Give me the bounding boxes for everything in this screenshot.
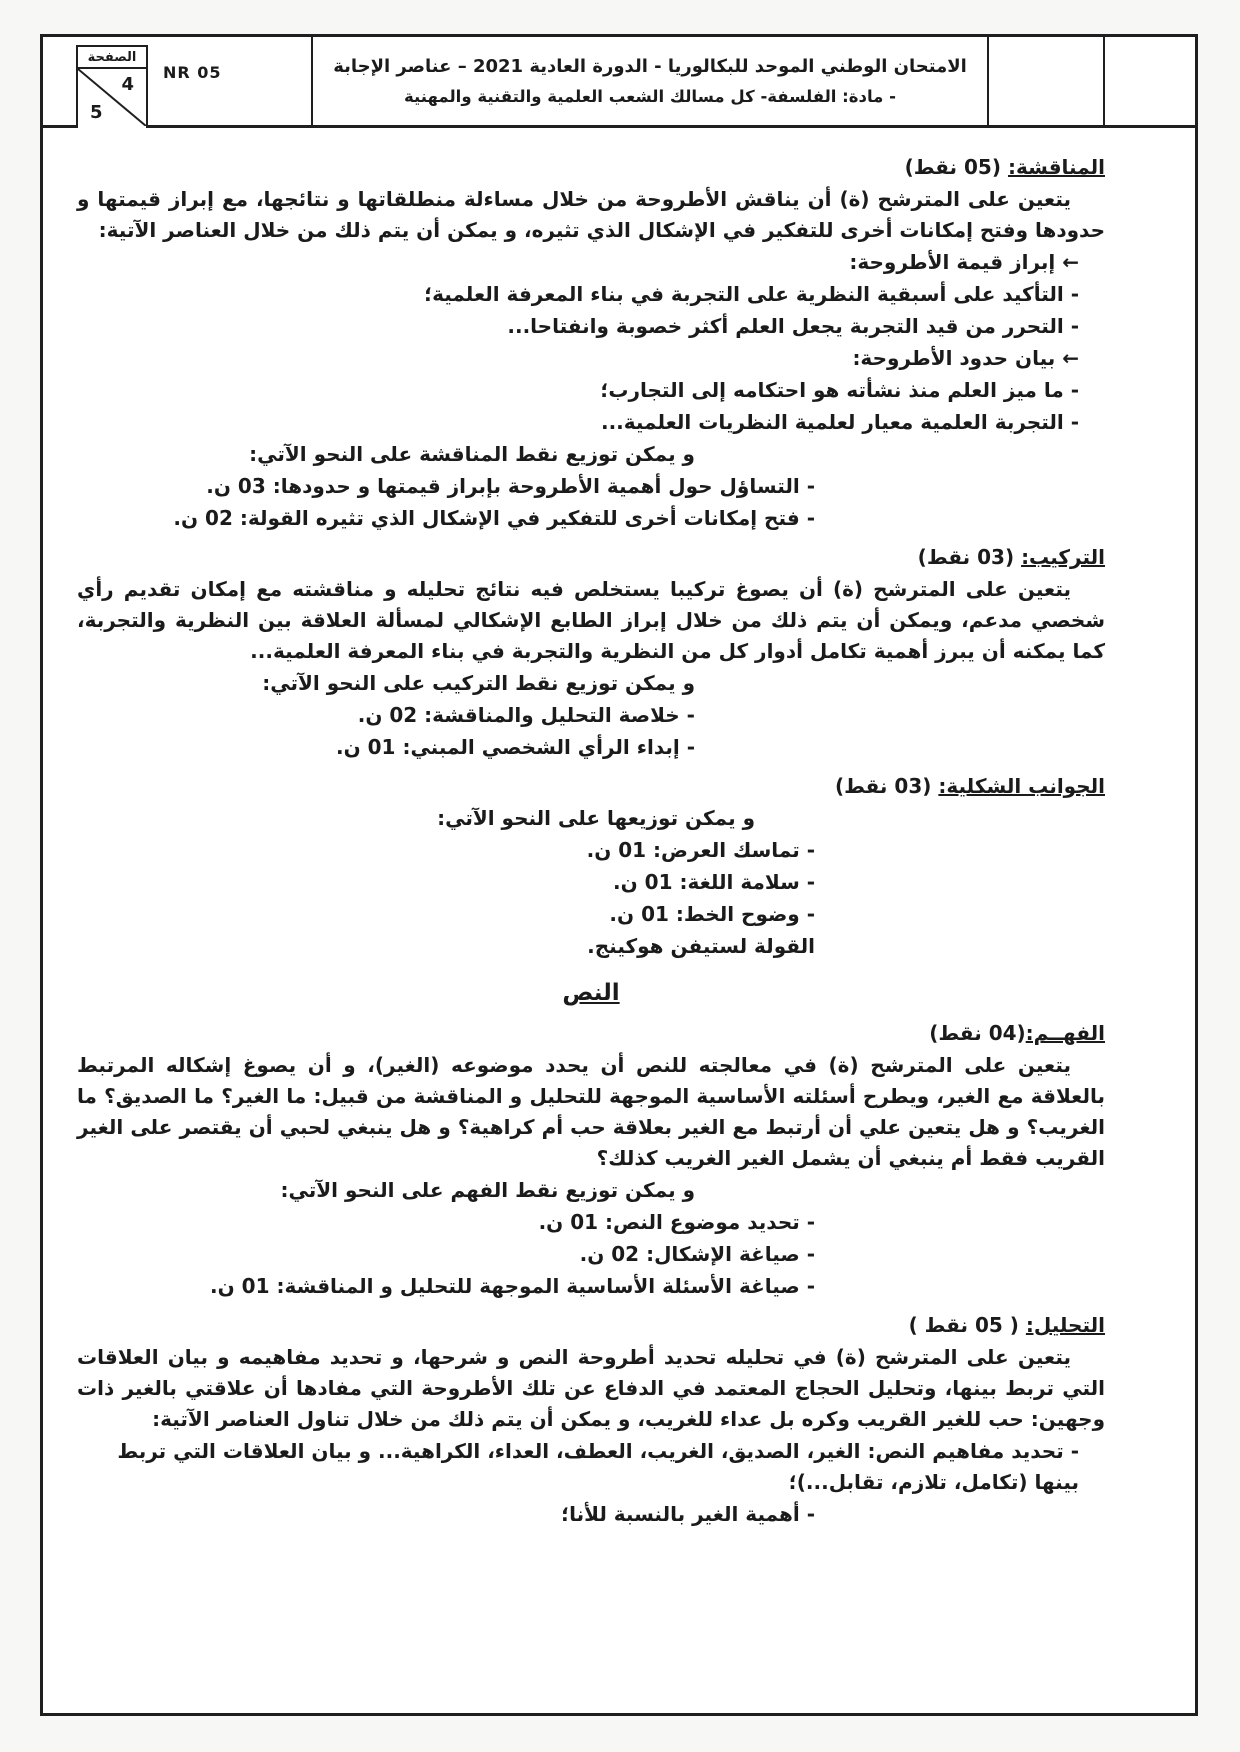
dash-bullet: - سلامة اللغة: 01 ن. xyxy=(613,870,815,894)
arrow-bullet: ← إبراز قيمة الأطروحة: xyxy=(849,250,1079,274)
dash-bullet: - إبداء الرأي الشخصي المبني: 01 ن. xyxy=(336,735,695,759)
points-distribution-intro: و يمكن توزيع نقط المناقشة على النحو الآتي: xyxy=(249,442,695,466)
dash-bullet: - تماسك العرض: 01 ن. xyxy=(586,838,815,862)
paragraph: يتعين على المترشح (ة) أن يصوغ تركيبا يستخلص فيه نتائج تحليله و مناقشته مع إمكان تقديم رأي شخصي مدعم، ويمكن أن يتم ذلك من خلال إبراز الطابع الإشكالي لمسألة العلاقة بين النظرية والتجربة، كما يمكنه أن يبرز أهمية تكامل أدوار كل من النظرية والتجربة في بناء المعرفة العلمية... xyxy=(77,577,1105,663)
dash-bullet: - صياغة الأسئلة الأساسية الموجهة للتحليل و المناقشة: 01 ن. xyxy=(210,1274,815,1298)
section-heading-discussion: المناقشة: (05 نقط) xyxy=(904,155,1105,179)
section-heading-comprehension: الفهــم:(04 نقط) xyxy=(929,1021,1105,1045)
paragraph: يتعين على المترشح (ة) في معالجته للنص أن يحدد موضوعه (الغير)، و أن يصوغ إشكاله المرتبط بالعلاقة مع الغير، ويطرح أسئلته الأساسية الموجهة للتحليل و المناقشة من قبيل: ما الغير؟ ما الصديق؟ ما الغريب؟ و هل يتعين علي أن أرتبط مع الغير بعلاقة حب أم كراهية؟ و هل ينبغي لحبي أن يقتصر على الغير القريب فقط أم ينبغي أن يشمل الغير الغريب كذلك؟ xyxy=(77,1053,1105,1170)
dash-bullet: - فتح إمكانات أخرى للتفكير في الإشكال الذي تثيره القولة: 02 ن. xyxy=(173,506,815,530)
page-number-current: 4 xyxy=(121,74,134,95)
dash-bullet: - التجربة العلمية معيار لعلمية النظريات العلمية... xyxy=(600,410,1079,434)
dash-bullet: - خلاصة التحليل والمناقشة: 02 ن. xyxy=(357,703,695,727)
page-number-diagonal xyxy=(78,69,146,126)
page-number-box xyxy=(76,45,148,128)
paragraph: يتعين على المترشح (ة) أن يناقش الأطروحة من خلال مساءلة منطلقاتها و نتائجها، مع إبراز قيمتها و حدودها وفتح إمكانات أخرى للتفكير في الإشكال الذي تثيره، و يمكن أن يتم ذلك من خلال العناصر الآتية: xyxy=(77,187,1105,242)
dash-bullet: - أهمية الغير بالنسبة للأنا؛ xyxy=(561,1502,815,1526)
page-label: الصفحة xyxy=(78,47,146,69)
text-section-title: النص xyxy=(562,980,620,1006)
dash-bullet: - صياغة الإشكال: 02 ن. xyxy=(579,1242,815,1266)
dash-bullet: - التساؤل حول أهمية الأطروحة بإبراز قيمتها و حدودها: 03 ن. xyxy=(206,474,815,498)
exam-code: NR 05 xyxy=(163,63,222,82)
answer-key-content xyxy=(43,128,1195,1530)
paragraph: يتعين على المترشح (ة) في تحليله تحديد أطروحة النص و شرحها، و تحديد مفاهيمه و بيان العلاقات التي تربط بينها، وتحليل الحجاج المعتمد في الدفاع عن تلك الأطروحة التي مفادها أن علاقتي بالغير ذات وجهين: حب للغير القريب وكره بل عداء للغريب، و يمكن أن يتم ذلك من خلال تناول العناصر الآتية: xyxy=(77,1345,1105,1431)
dash-bullet: - تحديد موضوع النص: 01 ن. xyxy=(538,1210,815,1234)
dash-bullet: - التحرر من قيد التجربة يجعل العلم أكثر خصوبة وانفتاحا... xyxy=(507,314,1079,338)
document-page xyxy=(40,34,1198,1716)
section-heading-formal-aspects: الجوانب الشكلية: (03 نقط) xyxy=(834,774,1105,798)
dash-bullet: - تحديد مفاهيم النص: الغير، الصديق، الغريب، العطف، العداء، الكراهية... و بيان العلاقات التي تربط بينها (تكامل، تلازم، تقابل...)؛ xyxy=(117,1439,1079,1494)
arrow-bullet: ← بيان حدود الأطروحة: xyxy=(852,346,1079,370)
dash-bullet: - وضوح الخط: 01 ن. xyxy=(609,902,815,926)
quote-attribution: القولة لستيفن هوكينج. xyxy=(587,934,815,958)
page-header xyxy=(43,37,1195,128)
section-heading-synthesis: التركيب: (03 نقط) xyxy=(917,545,1105,569)
header-empty-box xyxy=(989,37,1105,125)
page-number-total: 5 xyxy=(90,102,103,123)
exam-title-line1: الامتحان الوطني الموحد للبكالوريا - الدورة العادية 2021 – عناصر الإجابة xyxy=(333,56,967,77)
points-distribution-intro: و يمكن توزيع نقط الفهم على النحو الآتي: xyxy=(280,1178,695,1202)
exam-title-box xyxy=(311,37,989,125)
points-distribution-intro: و يمكن توزيع نقط التركيب على النحو الآتي: xyxy=(262,671,695,695)
section-heading-analysis: التحليل: ( 05 نقط ) xyxy=(908,1313,1105,1337)
diagonal-line xyxy=(78,69,146,126)
exam-title-line2: - مادة: الفلسفة- كل مسالك الشعب العلمية والتقنية والمهنية xyxy=(404,87,896,106)
dash-bullet: - التأكيد على أسبقية النظرية على التجربة في بناء المعرفة العلمية؛ xyxy=(424,282,1079,306)
dash-bullet: - ما ميز العلم منذ نشأته هو احتكامه إلى التجارب؛ xyxy=(600,378,1079,402)
points-distribution-intro: و يمكن توزيعها على النحو الآتي: xyxy=(437,806,755,830)
